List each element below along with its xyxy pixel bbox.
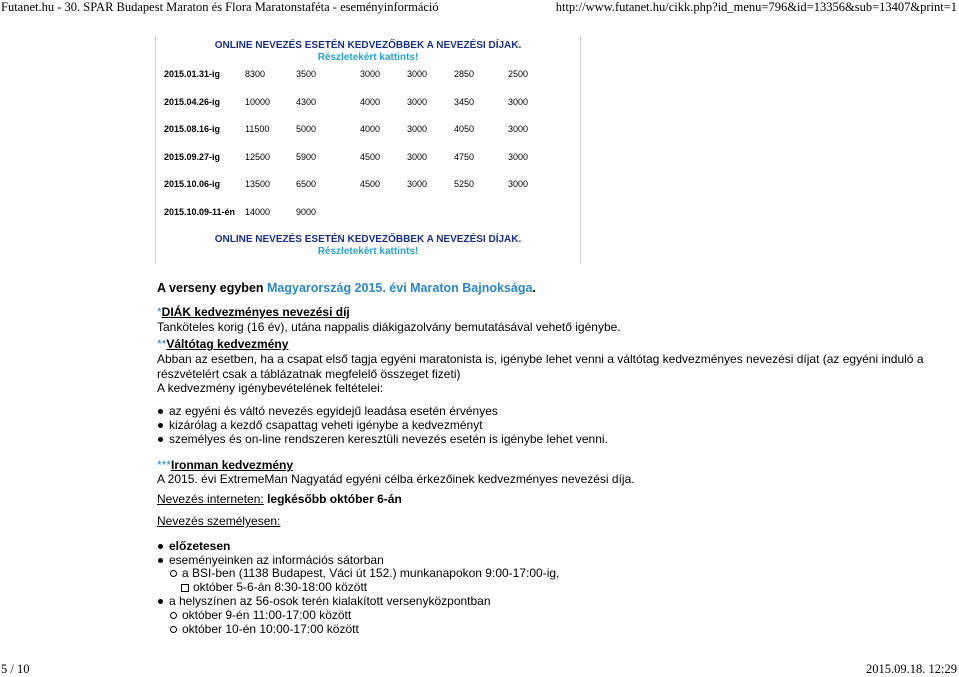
bullet-circle bbox=[170, 626, 177, 633]
list-item: előzetesen bbox=[157, 539, 230, 553]
bullet-dot bbox=[158, 558, 163, 563]
cell: 5000 bbox=[296, 124, 317, 134]
cell: 3000 bbox=[407, 69, 428, 79]
table-row bbox=[156, 179, 580, 193]
cell: 5900 bbox=[296, 152, 317, 162]
cell: 3000 bbox=[407, 179, 428, 189]
cell: 4000 bbox=[360, 97, 381, 107]
cell: 4500 bbox=[360, 152, 381, 162]
row-date: 2015.09.27-ig bbox=[164, 152, 221, 162]
bullet-dot bbox=[158, 599, 163, 604]
championship-link[interactable]: Magyarország 2015. évi Maraton Bajnoksága bbox=[267, 281, 533, 295]
cell: 3000 bbox=[407, 124, 428, 134]
list-item: október 10-én 10:00-17:00 között bbox=[157, 622, 359, 636]
list-item: eseményeinken az információs sátorban bbox=[157, 553, 384, 567]
online-label: Nevezés interneten: bbox=[157, 492, 264, 506]
promo-link[interactable]: Részletekért kattints! bbox=[317, 52, 419, 63]
cell: 13500 bbox=[245, 179, 271, 189]
diak-title: DIÁK kedvezményes nevezési díj bbox=[161, 305, 350, 319]
cell: 3000 bbox=[508, 179, 529, 189]
table-row bbox=[156, 124, 580, 138]
diak-text: Tanköteles korig (16 év), utána nappalis diákigazolvány bemutatásával vehető igénybe. bbox=[157, 320, 621, 334]
diak-title-line bbox=[157, 305, 350, 319]
print-footer-datetime: 2015.09.18. 12:29 bbox=[866, 662, 957, 676]
bullet-dot bbox=[158, 423, 163, 428]
online-deadline: legkésőbb október 6-án bbox=[267, 492, 402, 506]
cell: 3000 bbox=[508, 97, 529, 107]
cell: 14000 bbox=[245, 207, 271, 217]
valtotag-title-line bbox=[157, 337, 288, 351]
valtotag-title: Váltótag kedvezmény bbox=[166, 337, 289, 351]
list-item: október 9-én 11:00-17:00 között bbox=[157, 608, 351, 622]
valtotag-line2: részvételért csak a táblázatnak megfelelő összeget fizeti) bbox=[157, 367, 461, 381]
list-item: a helyszínen az 56-osok terén kialakított versenyközpontban bbox=[157, 594, 491, 608]
cell: 3000 bbox=[508, 152, 529, 162]
cell: 10000 bbox=[245, 97, 271, 107]
cell: 3000 bbox=[407, 97, 428, 107]
cell: 4050 bbox=[454, 124, 475, 134]
table-row bbox=[156, 69, 580, 83]
cell: 8300 bbox=[245, 69, 266, 79]
ironman-title-line bbox=[157, 458, 293, 472]
fee-table bbox=[155, 36, 581, 264]
cell: 4750 bbox=[454, 152, 475, 162]
bullet-dot bbox=[158, 544, 163, 549]
list-item: október 5-6-án 8:30-18:00 között bbox=[157, 580, 367, 594]
promo-link[interactable]: Részletekért kattints! bbox=[317, 246, 419, 257]
cell: 2850 bbox=[454, 69, 475, 79]
ironman-title: Ironman kedvezmény bbox=[171, 458, 294, 472]
promo-bottom[interactable] bbox=[156, 234, 580, 258]
diak-star: * bbox=[157, 305, 162, 319]
bullet-square bbox=[181, 584, 189, 592]
championship-suffix: . bbox=[532, 281, 536, 295]
cell: 12500 bbox=[245, 152, 271, 162]
print-footer-page: 5 / 10 bbox=[1, 662, 30, 676]
list-item: az egyéni és váltó nevezés egyidejű leadása esetén érvényes bbox=[157, 404, 498, 418]
cell: 4500 bbox=[360, 179, 381, 189]
bullet-dot bbox=[158, 437, 163, 442]
list-item: személyes és on-line rendszeren keresztüli nevezés esetén is igénybe lehet venni. bbox=[157, 432, 608, 446]
cell: 6500 bbox=[296, 179, 317, 189]
cell: 3450 bbox=[454, 97, 475, 107]
cell: 4000 bbox=[360, 124, 381, 134]
print-header-url: http://www.futanet.hu/cikk.php?id_menu=796&id=13356&sub=13407&print=1 bbox=[555, 0, 957, 14]
cell: 4300 bbox=[296, 97, 317, 107]
row-date: 2015.08.16-ig bbox=[164, 124, 221, 134]
row-date: 2015.01.31-ig bbox=[164, 69, 221, 79]
bullet-circle bbox=[170, 570, 177, 577]
cell: 5250 bbox=[454, 179, 475, 189]
cell: 3500 bbox=[296, 69, 317, 79]
table-row bbox=[156, 152, 580, 166]
bullet-dot bbox=[158, 409, 163, 414]
personal-label: Nevezés személyesen: bbox=[157, 514, 281, 528]
list-item: kizárólag a kezdő csapattag veheti igénybe a kedvezményt bbox=[157, 418, 483, 432]
row-date: 2015.10.06-ig bbox=[164, 179, 221, 189]
print-header-title: Futanet.hu - 30. SPAR Budapest Maraton és Flora Maratonstaféta - eseményinformáció bbox=[1, 0, 439, 14]
championship-line bbox=[157, 281, 536, 295]
ironman-text: A 2015. évi ExtremeMan Nagyatád egyéni célba érkezőinek kedvezményes nevezési díja. bbox=[157, 472, 635, 486]
promo-top[interactable] bbox=[156, 40, 580, 64]
row-date: 2015.10.09-11-én bbox=[164, 207, 236, 217]
cell: 3000 bbox=[360, 69, 381, 79]
valtotag-star: ** bbox=[157, 337, 167, 351]
cell: 3000 bbox=[508, 124, 529, 134]
championship-prefix: A verseny egyben bbox=[157, 281, 264, 295]
ironman-star: *** bbox=[157, 458, 172, 472]
row-date: 2015.04.26-ig bbox=[164, 97, 221, 107]
valtotag-line3: A kedvezmény igénybevételének feltételei: bbox=[157, 381, 384, 395]
table-row bbox=[156, 97, 580, 111]
valtotag-line1: Abban az esetben, ha a csapat első tagja egyéni maratonista is, igénybe lehet venni a váltótag kedvezményes nevezési díjat (az egyéni induló a bbox=[157, 352, 924, 366]
promo-line1: ONLINE NEVEZÉS ESETÉN KEDVEZŐBBEK A NEVEZÉSI DÍJAK. bbox=[214, 234, 522, 245]
cell: 2500 bbox=[508, 69, 529, 79]
table-row bbox=[156, 207, 580, 221]
cell: 9000 bbox=[296, 207, 317, 217]
bullet-circle bbox=[170, 612, 177, 619]
promo-line1: ONLINE NEVEZÉS ESETÉN KEDVEZŐBBEK A NEVEZÉSI DÍJAK. bbox=[214, 40, 522, 51]
cell: 11500 bbox=[245, 124, 270, 134]
online-registration bbox=[157, 492, 402, 506]
list-item: a BSI-ben (1138 Budapest, Váci út 152.) munkanapokon 9:00-17:00-ig, bbox=[157, 566, 559, 580]
cell: 3000 bbox=[407, 152, 428, 162]
